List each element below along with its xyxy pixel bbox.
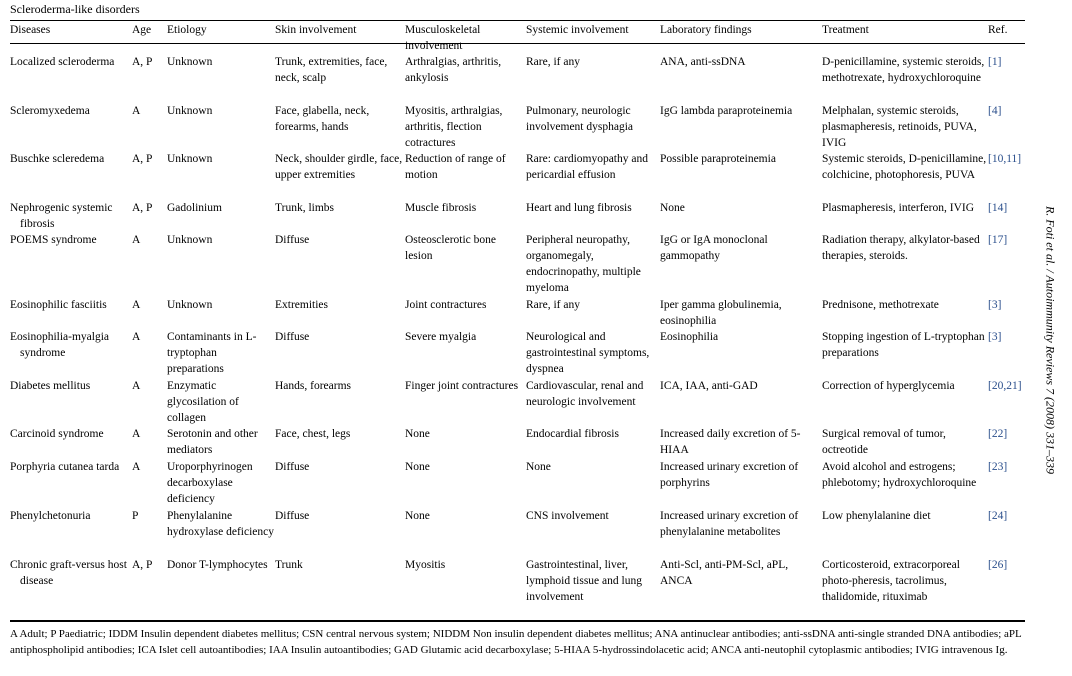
cell-treatment: Systemic steroids, D-penicillamine, colchicine, photophoresis, PUVA [822, 153, 987, 181]
cell-disease: Localized scleroderma [10, 56, 115, 68]
cell-musculoskeletal: None [405, 428, 430, 440]
cell-treatment: Melphalan, systemic steroids, plasmapheresis, retinoids, PUVA, IVIG [822, 105, 977, 149]
cell-laboratory-findings: IgG or IgA monoclonal gammopathy [660, 234, 768, 262]
col-header-etiology: Etiology [167, 24, 207, 36]
cell-musculoskeletal: Osteosclerotic bone lesion [405, 234, 497, 262]
reference-link[interactable]: [24] [988, 510, 1008, 522]
col-header-skin: Skin involvement [275, 24, 357, 36]
cell-etiology: Donor T-lymphocytes [167, 559, 268, 571]
cell-disease: Porphyria cutanea tarda [10, 461, 120, 473]
cell-age: P [132, 510, 139, 522]
cell-treatment: Plasmapheresis, interferon, IVIG [822, 202, 975, 214]
cell-systemic: Pulmonary, neurologic involvement dysphagia [526, 105, 633, 133]
reference-link[interactable]: [23] [988, 461, 1008, 473]
cell-skin-involvement: Hands, forearms [275, 380, 352, 392]
cell-systemic: CNS involvement [526, 510, 609, 522]
cell-age: A [132, 331, 141, 343]
col-header-ref: Ref. [988, 24, 1008, 36]
cell-skin-involvement: Face, glabella, neck, forearms, hands [275, 105, 370, 133]
scleroderma-like-disorders-table [10, 22, 1025, 606]
reference-link[interactable]: [26] [988, 559, 1008, 571]
cell-systemic: None [526, 461, 551, 473]
cell-age: A, P [132, 202, 153, 214]
cell-etiology: Unknown [167, 56, 213, 68]
table-row [10, 232, 1025, 297]
table-row [10, 54, 1025, 103]
cell-musculoskeletal: Arthralgias, arthritis, ankylosis [405, 56, 502, 84]
cell-musculoskeletal: Severe myalgia [405, 331, 477, 343]
cell-disease: Chronic graft-versus host disease [10, 559, 127, 587]
table-row [10, 378, 1025, 426]
table-row [10, 103, 1025, 151]
cell-laboratory-findings: Iper gamma globulinemia, eosinophilia [660, 299, 782, 327]
running-head-text: R. Foti et al. / Autoimmunity Reviews 7 (2008) 331–339 [1043, 205, 1058, 475]
reference-link[interactable]: [1] [988, 56, 1002, 68]
reference-link[interactable]: [17] [988, 234, 1008, 246]
cell-treatment: Stopping ingestion of L-tryptophan preparations [822, 331, 985, 359]
col-header-laboratory: Laboratory findings [660, 24, 752, 36]
cell-etiology: Unknown [167, 299, 213, 311]
cell-skin-involvement: Trunk, extremities, face, neck, scalp [275, 56, 388, 84]
table-row [10, 459, 1025, 508]
cell-musculoskeletal: Myositis, arthralgias, arthritis, flection cotractures [405, 105, 503, 149]
cell-disease: Phenylchetonuria [10, 510, 91, 522]
reference-link[interactable]: [3] [988, 299, 1002, 311]
cell-laboratory-findings: Possible paraproteinemia [660, 153, 776, 165]
cell-disease: Nephrogenic systemic fibrosis [10, 202, 113, 230]
cell-laboratory-findings: ICA, IAA, anti-GAD [660, 380, 758, 392]
cell-laboratory-findings: Eosinophilia [660, 331, 719, 343]
cell-systemic: Heart and lung fibrosis [526, 202, 632, 214]
cell-disease: Buschke scleredema [10, 153, 105, 165]
table-row [10, 297, 1025, 329]
cell-etiology: Contaminants in L-tryptophan preparations [167, 331, 257, 375]
cell-etiology: Unknown [167, 105, 213, 117]
cell-systemic: Rare: cardiomyopathy and pericardial effusion [526, 153, 648, 181]
col-header-age: Age [132, 24, 152, 36]
cell-disease: POEMS syndrome [10, 234, 97, 246]
cell-etiology: Phenylalanine hydroxylase deficiency [167, 510, 274, 538]
cell-treatment: Corticosteroid, extracorporeal photo-pheresis, tacrolimus, thalidomide, rituximab [822, 559, 960, 603]
cell-musculoskeletal: Joint contractures [405, 299, 487, 311]
cell-skin-involvement: Extremities [275, 299, 329, 311]
table-row [10, 508, 1025, 557]
col-header-systemic: Systemic involvement [526, 24, 629, 36]
reference-link[interactable]: [14] [988, 202, 1008, 214]
cell-age: A, P [132, 56, 153, 68]
table-row [10, 557, 1025, 606]
cell-disease: Eosinophilic fasciitis [10, 299, 107, 311]
cell-age: A, P [132, 153, 153, 165]
table-bottom-rule [10, 620, 1025, 622]
cell-skin-involvement: Neck, shoulder girdle, face, upper extremities [275, 153, 403, 181]
cell-treatment: Correction of hyperglycemia [822, 380, 955, 392]
running-head [1036, 195, 1064, 485]
table-header-row [10, 22, 1025, 54]
table-footnote: A Adult; P Paediatric; IDDM Insulin dependent diabetes mellitus; CSN central nervous system; NIDDM Non insulin dependent diabetes mellitus; ANA antinuclear antibodies; anti-ssDNA anti-single stranded DNA antibodies; aPL antiphospholipid antibodies; ICA Islet cell autoantibodies; IAA Insulin autoantibodies; GAD Glutamic acid decarboxylase; 5-HIAA 5-hydrossindolacetic acid; ANCA anti-neutophil cytoplasmic antibodies; IVIG intravenous Ig. [10, 628, 1022, 656]
cell-treatment: Surgical removal of tumor, octreotide [822, 428, 946, 456]
cell-musculoskeletal: None [405, 510, 430, 522]
reference-link[interactable]: [10,11] [988, 153, 1022, 165]
cell-skin-involvement: Diffuse [275, 461, 310, 473]
cell-etiology: Unknown [167, 153, 213, 165]
cell-systemic: Gastrointestinal, liver, lymphoid tissue and lung involvement [526, 559, 642, 603]
cell-laboratory-findings: IgG lambda paraproteinemia [660, 105, 793, 117]
cell-systemic: Neurological and gastrointestinal symptoms, dyspnea [526, 331, 650, 375]
table-top-rule [10, 20, 1025, 21]
cell-musculoskeletal: Muscle fibrosis [405, 202, 477, 214]
cell-systemic: Endocardial fibrosis [526, 428, 619, 440]
cell-treatment: Low phenylalanine diet [822, 510, 931, 522]
cell-age: A [132, 428, 141, 440]
table-row [10, 151, 1025, 200]
cell-musculoskeletal: Reduction of range of motion [405, 153, 506, 181]
cell-laboratory-findings: None [660, 202, 685, 214]
cell-skin-involvement: Diffuse [275, 510, 310, 522]
cell-disease: Carcinoid syndrome [10, 428, 104, 440]
reference-link[interactable]: [3] [988, 331, 1002, 343]
cell-skin-involvement: Diffuse [275, 331, 310, 343]
cell-skin-involvement: Trunk, limbs [275, 202, 335, 214]
cell-age: A [132, 234, 141, 246]
cell-age: A, P [132, 559, 153, 571]
table-row [10, 426, 1025, 459]
table-row [10, 329, 1025, 378]
cell-musculoskeletal: Finger joint contractures [405, 380, 519, 392]
cell-etiology: Gadolinium [167, 202, 222, 214]
cell-treatment: Avoid alcohol and estrogens; phlebotomy; hydroxychloroquine [822, 461, 977, 489]
table-caption: Scleroderma-like disorders [10, 2, 140, 16]
cell-laboratory-findings: Increased urinary excretion of phenylalanine metabolites [660, 510, 799, 538]
cell-age: A [132, 380, 141, 392]
cell-disease: Scleromyxedema [10, 105, 90, 117]
cell-treatment: Prednisone, methotrexate [822, 299, 939, 311]
cell-laboratory-findings: ANA, anti-ssDNA [660, 56, 746, 68]
reference-link[interactable]: [22] [988, 428, 1008, 440]
cell-skin-involvement: Diffuse [275, 234, 310, 246]
cell-systemic: Rare, if any [526, 56, 580, 68]
cell-age: A [132, 105, 141, 117]
cell-disease: Diabetes mellitus [10, 380, 91, 392]
col-header-treatment: Treatment [822, 24, 869, 36]
reference-link[interactable]: [4] [988, 105, 1002, 117]
cell-systemic: Cardiovascular, renal and neurologic involvement [526, 380, 644, 408]
cell-treatment: D-penicillamine, systemic steroids, methotrexate, hydroxychloroquine [822, 56, 985, 84]
cell-etiology: Uroporphyrinogen decarboxylase deficiency [167, 461, 253, 505]
cell-etiology: Enzymatic glycosilation of collagen [167, 380, 239, 424]
col-header-diseases: Diseases [10, 24, 51, 36]
cell-etiology: Serotonin and other mediators [167, 428, 258, 456]
reference-link[interactable]: [20,21] [988, 380, 1022, 392]
cell-musculoskeletal: None [405, 461, 430, 473]
cell-age: A [132, 299, 141, 311]
cell-laboratory-findings: Increased daily excretion of 5-HIAA [660, 428, 801, 456]
col-header-musculoskeletal: Musculoskeletal involvement [405, 24, 481, 52]
cell-systemic: Peripheral neuropathy, organomegaly, endocrinopathy, multiple myeloma [526, 234, 641, 294]
cell-disease: Eosinophilia-myalgia syndrome [10, 331, 110, 359]
cell-laboratory-findings: Anti-Scl, anti-PM-Scl, aPL, ANCA [660, 559, 789, 587]
cell-treatment: Radiation therapy, alkylator-based therapies, steroids. [822, 234, 980, 262]
cell-skin-involvement: Trunk [275, 559, 303, 571]
cell-systemic: Rare, if any [526, 299, 580, 311]
cell-etiology: Unknown [167, 234, 213, 246]
table-row [10, 200, 1025, 232]
cell-laboratory-findings: Increased urinary excretion of porphyrins [660, 461, 799, 489]
cell-age: A [132, 461, 141, 473]
cell-musculoskeletal: Myositis [405, 559, 446, 571]
cell-skin-involvement: Face, chest, legs [275, 428, 351, 440]
